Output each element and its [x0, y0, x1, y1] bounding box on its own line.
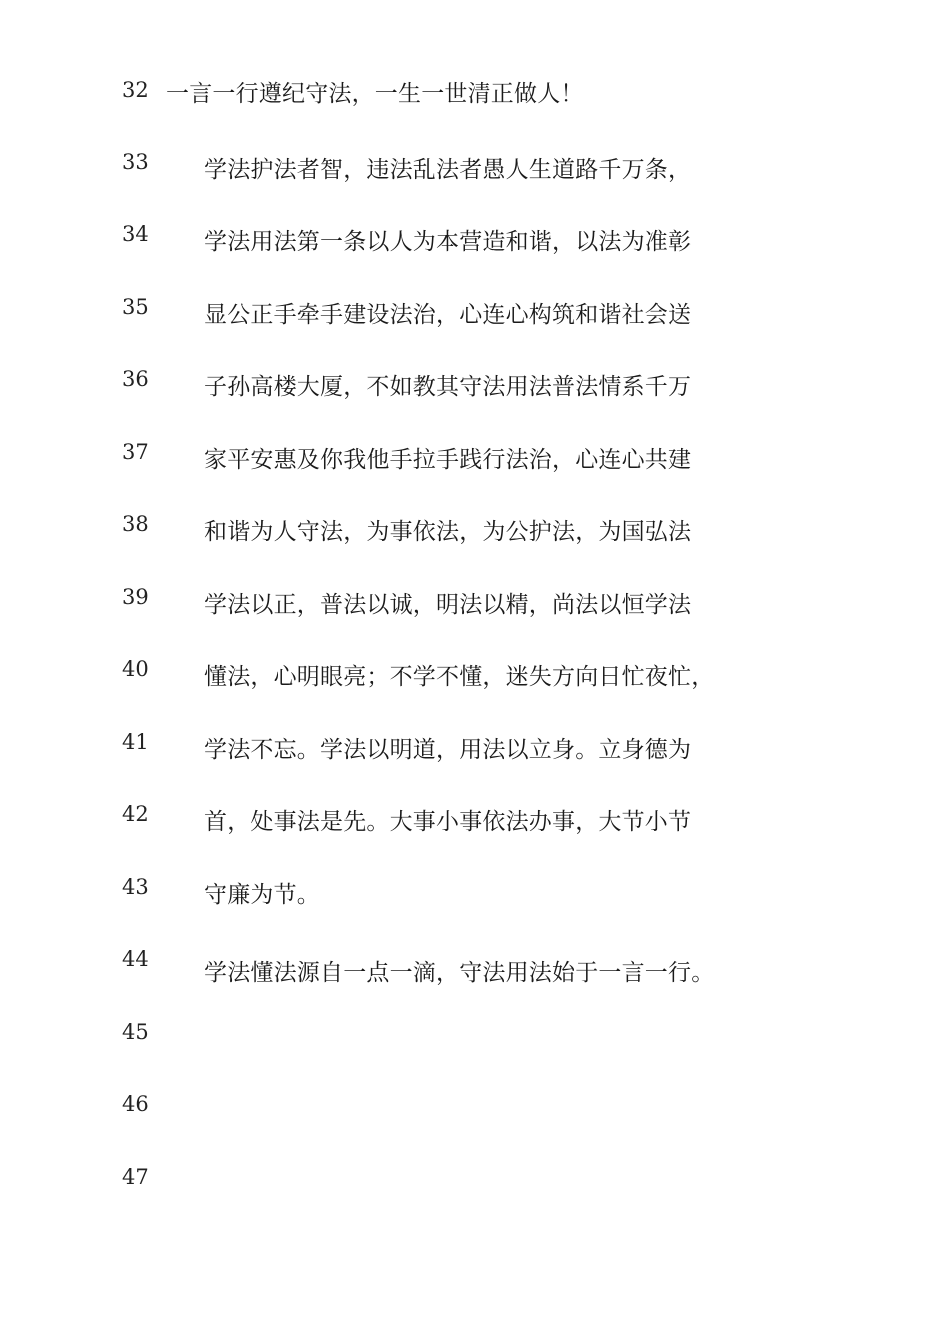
line-number: 35 — [122, 295, 149, 319]
line-text: 首，处事法是先。大事小事依法办事，大节小节 — [204, 809, 692, 835]
document-line — [0, 947, 950, 987]
line-text: 一言一行遵纪守法，一生一世清正做人！ — [166, 81, 584, 107]
line-number: 37 — [122, 440, 149, 464]
line-text: 学法不忘。学法以明道，用法以立身。立身德为 — [204, 737, 692, 763]
document-line — [0, 512, 950, 552]
line-number: 43 — [122, 875, 149, 899]
line-number: 33 — [122, 150, 149, 174]
line-text: 学法护法者智，违法乱法者愚人生道路千万条， — [204, 157, 692, 183]
document-line — [0, 875, 950, 915]
document-line — [0, 367, 950, 407]
line-number: 47 — [122, 1165, 149, 1189]
line-text: 子孙高楼大厦，不如教其守法用法普法情系千万 — [204, 374, 692, 400]
document-line — [0, 585, 950, 625]
document-line — [0, 78, 950, 118]
line-text: 显公正手牵手建设法治，心连心构筑和谐社会送 — [204, 302, 692, 328]
line-text: 学法以正，普法以诚，明法以精，尚法以恒学法 — [204, 592, 692, 618]
line-number: 45 — [122, 1020, 149, 1044]
document-line — [0, 730, 950, 770]
line-number: 40 — [122, 657, 149, 681]
line-number: 41 — [122, 730, 149, 754]
document-line — [0, 657, 950, 697]
line-text: 懂法，心明眼亮；不学不懂，迷失方向日忙夜忙， — [204, 664, 715, 690]
line-text: 学法懂法源自一点一滴，守法用法始于一言一行。 — [204, 960, 715, 986]
line-number: 32 — [122, 78, 149, 102]
line-number: 39 — [122, 585, 149, 609]
document-line — [0, 295, 950, 335]
line-number: 42 — [122, 802, 149, 826]
document-line — [0, 440, 950, 480]
document-line — [0, 150, 950, 190]
line-number: 38 — [122, 512, 149, 536]
document-line — [0, 1020, 950, 1060]
line-number: 46 — [122, 1092, 149, 1116]
document-line — [0, 1092, 950, 1132]
line-number: 34 — [122, 222, 149, 246]
line-text: 学法用法第一条以人为本营造和谐，以法为准彰 — [204, 229, 692, 255]
line-text: 家平安惠及你我他手拉手践行法治，心连心共建 — [204, 447, 692, 473]
line-number: 44 — [122, 947, 149, 971]
line-number: 36 — [122, 367, 149, 391]
document-line — [0, 1165, 950, 1205]
document-line — [0, 222, 950, 262]
document-line — [0, 802, 950, 842]
line-text: 守廉为节。 — [204, 882, 320, 908]
line-text: 和谐为人守法，为事依法，为公护法，为国弘法 — [204, 519, 692, 545]
